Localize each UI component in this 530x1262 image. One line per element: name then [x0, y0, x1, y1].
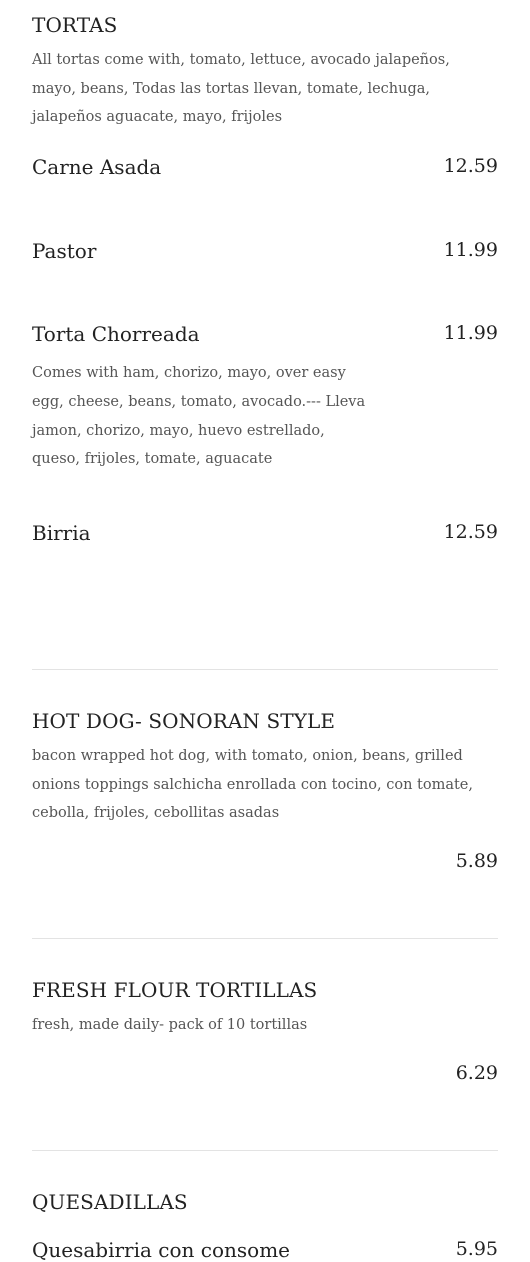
- section-divider: [32, 669, 498, 670]
- item-price: 6.29: [455, 1062, 498, 1084]
- item-description: Comes with ham, chorizo, mayo, over easy egg, cheese, beans, tomato, avocado.--- Lleva jamon, chorizo, mayo, huevo estrellado, queso, frijoles, tomate, aguacate: [32, 365, 366, 468]
- section-divider: [32, 938, 498, 939]
- item-price: 12.59: [443, 155, 498, 177]
- section-title-tortas: TORTAS: [32, 13, 118, 37]
- section-description-hot-dog: bacon wrapped hot dog, with tomato, onion, beans, grilled onions toppings salchicha enrollada con tocino, con tomate, cebolla, frijoles, cebollitas asadas: [32, 748, 473, 821]
- item-name: Carne Asada: [32, 155, 162, 179]
- item-price: 5.95: [455, 1238, 498, 1260]
- section-description-tortas: All tortas come with, tomato, lettuce, avocado jalapeños, mayo, beans, Todas las tortas llevan, tomate, lechuga, jalapeños aguacate, mayo, frijoles: [32, 52, 450, 125]
- item-name: Pastor: [32, 239, 97, 263]
- section-divider: [32, 1150, 498, 1151]
- section-title-quesadillas: QUESADILLAS: [32, 1190, 188, 1214]
- item-price: 12.59: [443, 521, 498, 543]
- item-name: Quesabirria con consome: [32, 1238, 291, 1262]
- item-name: Birria: [32, 521, 91, 545]
- section-description-tortillas: fresh, made daily- pack of 10 tortillas: [32, 1017, 308, 1033]
- item-name: Torta Chorreada: [32, 322, 200, 346]
- item-price: 5.89: [455, 850, 498, 872]
- section-title-tortillas: FRESH FLOUR TORTILLAS: [32, 978, 318, 1002]
- item-price: 11.99: [443, 239, 498, 261]
- section-title-hot-dog: HOT DOG- SONORAN STYLE: [32, 709, 336, 733]
- item-price: 11.99: [443, 322, 498, 344]
